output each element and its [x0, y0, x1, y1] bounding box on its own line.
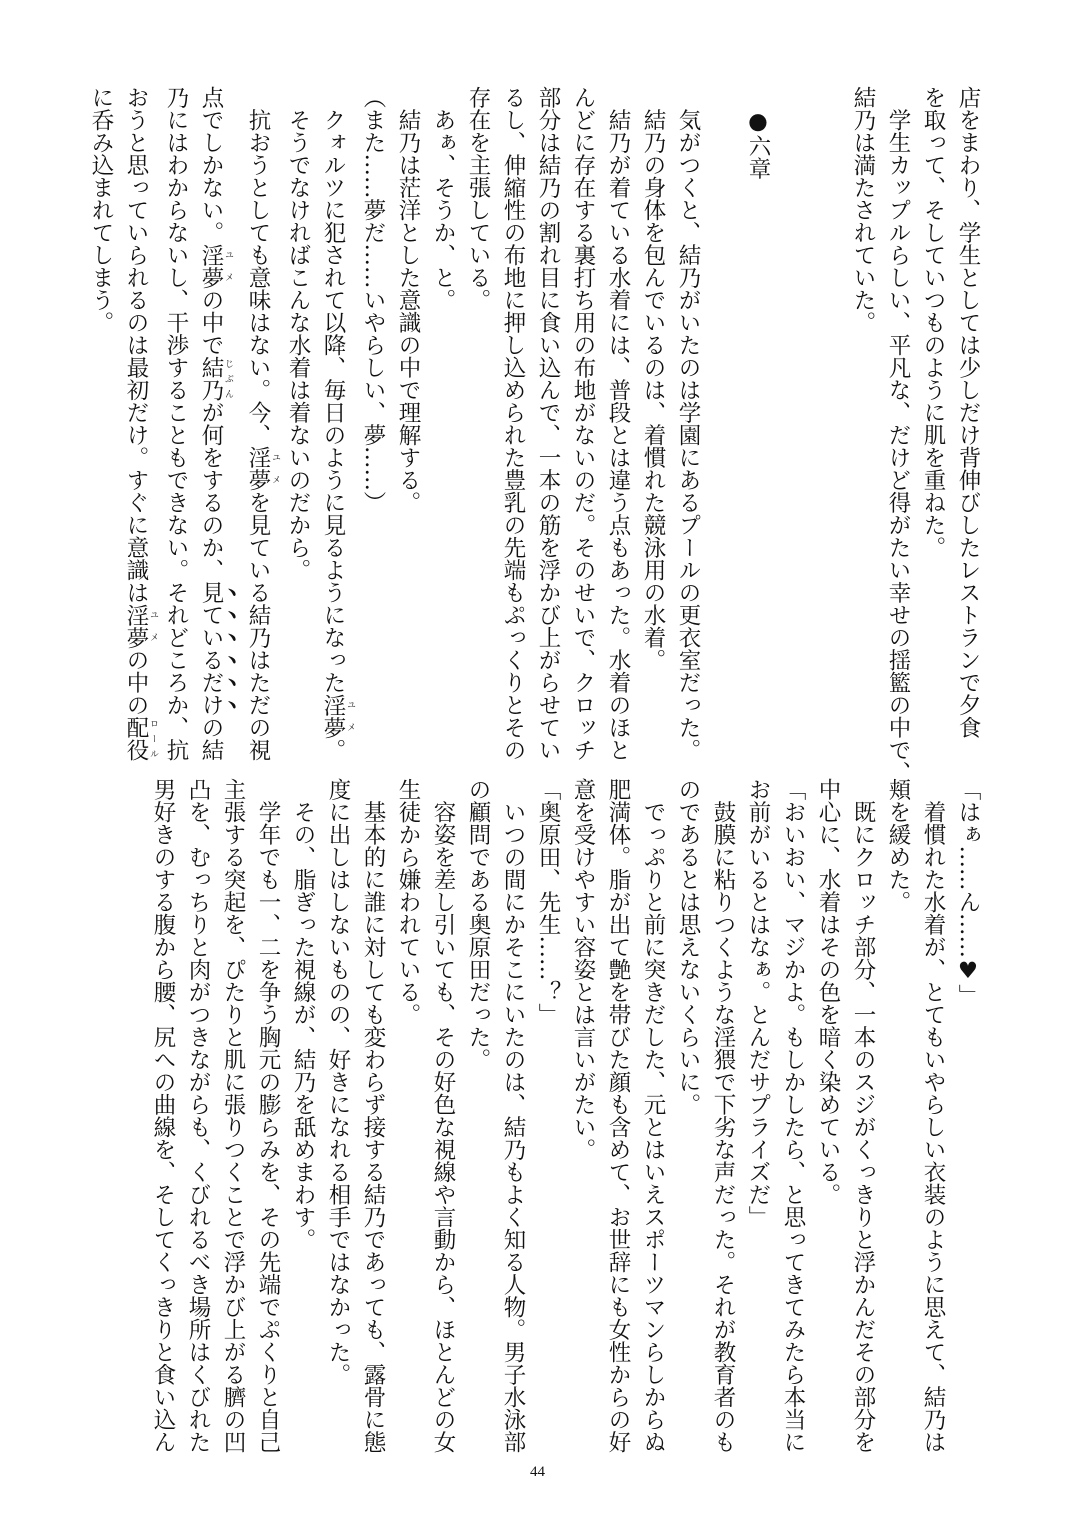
text-column	[880, 86, 915, 784]
text-run: （また……夢だ……いやらしい、夢……）	[360, 86, 386, 514]
text-run: が何をするのか、	[198, 401, 224, 581]
text-run: 中心に、水着はその色を暗く染めている。	[815, 778, 841, 1206]
text-run: 結乃は茫洋とした意識の中で理解する。	[395, 86, 421, 514]
ruby-text	[123, 603, 158, 649]
text-run: 意を受けやすい容姿とは言いがたい。	[570, 778, 596, 1161]
text-run: 着慣れた水着が、とてもいやらしい衣装のように思えて、結乃は	[920, 778, 946, 1453]
text-run: 点でしかない。	[198, 86, 224, 244]
lower-text-block	[145, 778, 985, 1453]
text-column	[635, 778, 670, 1453]
text-run: そうでなければこんな水着は着ないのだから。	[285, 86, 311, 581]
text-column	[845, 86, 880, 756]
text-column	[215, 778, 250, 1453]
text-column	[355, 778, 390, 1453]
text-column	[635, 86, 670, 756]
ruby-base: 淫夢	[198, 243, 224, 289]
text-column	[495, 86, 530, 761]
text-column	[118, 86, 158, 761]
text-column	[740, 778, 775, 1448]
text-column	[740, 86, 775, 756]
text-column	[180, 778, 215, 1453]
text-run: のであるとは思えないくらいに。	[675, 778, 701, 1116]
text-column	[285, 778, 320, 1448]
text-column	[915, 778, 950, 1453]
text-column	[565, 86, 600, 761]
ruby-reading: ユメ	[223, 243, 233, 289]
text-run: 主張する突起を、ぴたりと肌に張りつくことで浮かび上がる臍の凹	[220, 778, 246, 1453]
text-column	[280, 86, 315, 756]
text-run: んどに存在する裏打ち用の布地がないのだ。そのせいで、クロッチ	[570, 86, 596, 761]
text-run: 結乃が着ている水着には、普段とは違う点もあった。水着のほと	[605, 86, 631, 761]
text-run: 結乃の身体を包んでいるのは、着慣れた競泳用の水着。	[640, 86, 666, 671]
text-run: 基本的に誰に対しても変わらず接する結乃であっても、露骨に態	[360, 778, 386, 1453]
text-column	[705, 778, 740, 1453]
text-run: ●六章	[745, 86, 771, 180]
text-column	[530, 778, 565, 1448]
text-column	[810, 778, 845, 1448]
text-run: でっぷりと前に突きだした、元とはいえスポーツマンらしからぬ	[640, 778, 666, 1453]
text-run: るし、伸縮性の布地に押し込められた豊乳の先端もぷっくりとその	[500, 86, 526, 761]
text-run: 頬を緩めた。	[885, 778, 911, 913]
text-run: 容姿を差し引いても、その好色な視線や言動から、ほとんどの女	[430, 778, 456, 1453]
ruby-text	[320, 693, 355, 739]
text-column	[670, 86, 705, 761]
ruby-base: 配役	[123, 716, 149, 761]
text-column	[565, 778, 600, 1448]
text-run: 男好きのする腹から腰、尻への曲線を、そしてくっきりと食い込ん	[150, 778, 176, 1453]
text-run: 結乃は満たされていた。	[850, 86, 876, 334]
text-column	[775, 86, 810, 756]
ruby-reading: ロール	[148, 716, 158, 761]
ruby-text	[198, 243, 233, 289]
text-column	[355, 86, 390, 756]
text-run: その、脂ぎった視線が、結乃を舐めまわす。	[290, 778, 316, 1251]
ruby-base: 淫夢	[245, 446, 271, 491]
text-run: 「奥原田、先生……？」	[535, 778, 561, 1026]
ruby-base: 結乃	[198, 356, 224, 401]
text-run: 凸を、むっちりと肉がつきながらも、くびれるべき場所はくびれた	[185, 778, 211, 1453]
text-run: 学生カップルらしい、平凡な、だけど得がたい幸せの揺籃の中で、	[885, 86, 911, 784]
text-run: 。	[320, 738, 346, 761]
text-run: を見ている結乃はただの視	[245, 491, 271, 761]
text-column	[495, 778, 530, 1453]
text-column	[250, 778, 285, 1453]
text-column	[320, 778, 355, 1448]
ruby-reading: ユメ	[148, 603, 158, 649]
text-column	[425, 778, 460, 1453]
text-column	[83, 86, 118, 756]
text-column	[880, 778, 915, 1448]
text-column	[390, 778, 425, 1448]
upper-text-block	[83, 86, 985, 784]
text-column	[193, 86, 240, 761]
ruby-text	[123, 716, 158, 761]
text-run: の顧問である奥原田だった。	[465, 778, 491, 1071]
text-run: 気がつくと、結乃がいたのは学園にあるプールの更衣室だった。	[675, 86, 701, 761]
text-column	[460, 86, 495, 756]
text-run: 乃にはわからないし、干渉することもできない。それどころか、抗	[163, 86, 189, 761]
text-run: あぁ、そうか、と。	[430, 86, 456, 311]
text-run: おうと思っていられるのは最初だけ。すぐに意識は	[123, 86, 149, 604]
text-run: の中の	[123, 648, 149, 716]
ruby-text	[245, 446, 280, 491]
text-column	[315, 86, 355, 761]
text-run: 抗おうとしても意味はない。今、	[245, 86, 271, 446]
ruby-base: 淫夢	[123, 603, 149, 649]
text-run: 部分は結乃の割れ目に食い込んで、一本の筋を浮かび上がらせてい	[535, 86, 561, 761]
text-run: お前がいるとはなぁ。とんだサプライズだ」	[745, 778, 771, 1228]
text-column	[670, 778, 705, 1448]
text-column	[705, 86, 740, 756]
text-column	[600, 86, 635, 761]
ruby-reading: ユメ	[345, 693, 355, 739]
text-run: 既にクロッチ部分、一本のスジがくっきりと浮かんだその部分を	[850, 778, 876, 1453]
text-column	[425, 86, 460, 756]
text-run: 店をまわり、学生としては少しだけ背伸びしたレストランで夕食	[955, 86, 981, 739]
text-column	[460, 778, 495, 1448]
text-run: 「はぁ……ん……♥」	[955, 778, 981, 1007]
emphasized-text: 見ているだけ	[198, 581, 224, 716]
text-run: に呑み込まれてしまう。	[88, 86, 114, 334]
text-column	[240, 86, 280, 761]
text-run: 鼓膜に粘りつくような淫猥で下劣な声だった。それが教育者のも	[710, 778, 736, 1453]
text-column	[600, 778, 635, 1453]
text-column	[950, 778, 985, 1448]
text-column	[845, 778, 880, 1453]
text-column	[950, 86, 985, 756]
text-run: 存在を主張している。	[465, 86, 491, 311]
ruby-base: 淫夢	[320, 693, 346, 739]
text-column	[530, 86, 565, 761]
text-run: の結	[198, 716, 224, 761]
text-column	[390, 86, 425, 756]
text-run: の中で	[198, 288, 224, 356]
text-column	[915, 86, 950, 756]
ruby-reading: じぶん	[223, 356, 233, 401]
text-run: 肥満体。脂が出て艶を帯びた顔も含めて、お世辞にも女性からの好	[605, 778, 631, 1453]
text-run: 生徒から嫌われている。	[395, 778, 421, 1026]
text-run: クォルツに犯されて以降、毎日のように見るようになった	[320, 86, 346, 694]
text-run: 「おいおい、マジかよ。もしかしたら、と思ってきてみたら本当に	[780, 778, 806, 1453]
page-number: 44	[530, 1464, 545, 1480]
text-run: いつの間にかそこにいたのは、結乃もよく知る人物。男子水泳部	[500, 778, 526, 1453]
text-run: 学年でも一、二を争う胸元の膨らみを、その先端でぷくりと自己	[255, 778, 281, 1453]
text-run: 度に出しはしないものの、好きになれる相手ではなかった。	[325, 778, 351, 1386]
text-column	[158, 86, 193, 761]
text-column	[810, 86, 845, 756]
ruby-reading: ユメ	[270, 446, 280, 491]
ruby-text	[198, 356, 233, 401]
text-column	[145, 778, 180, 1453]
text-column	[775, 778, 810, 1453]
text-run: を取って、そしていつものように肌を重ねた。	[920, 86, 946, 559]
